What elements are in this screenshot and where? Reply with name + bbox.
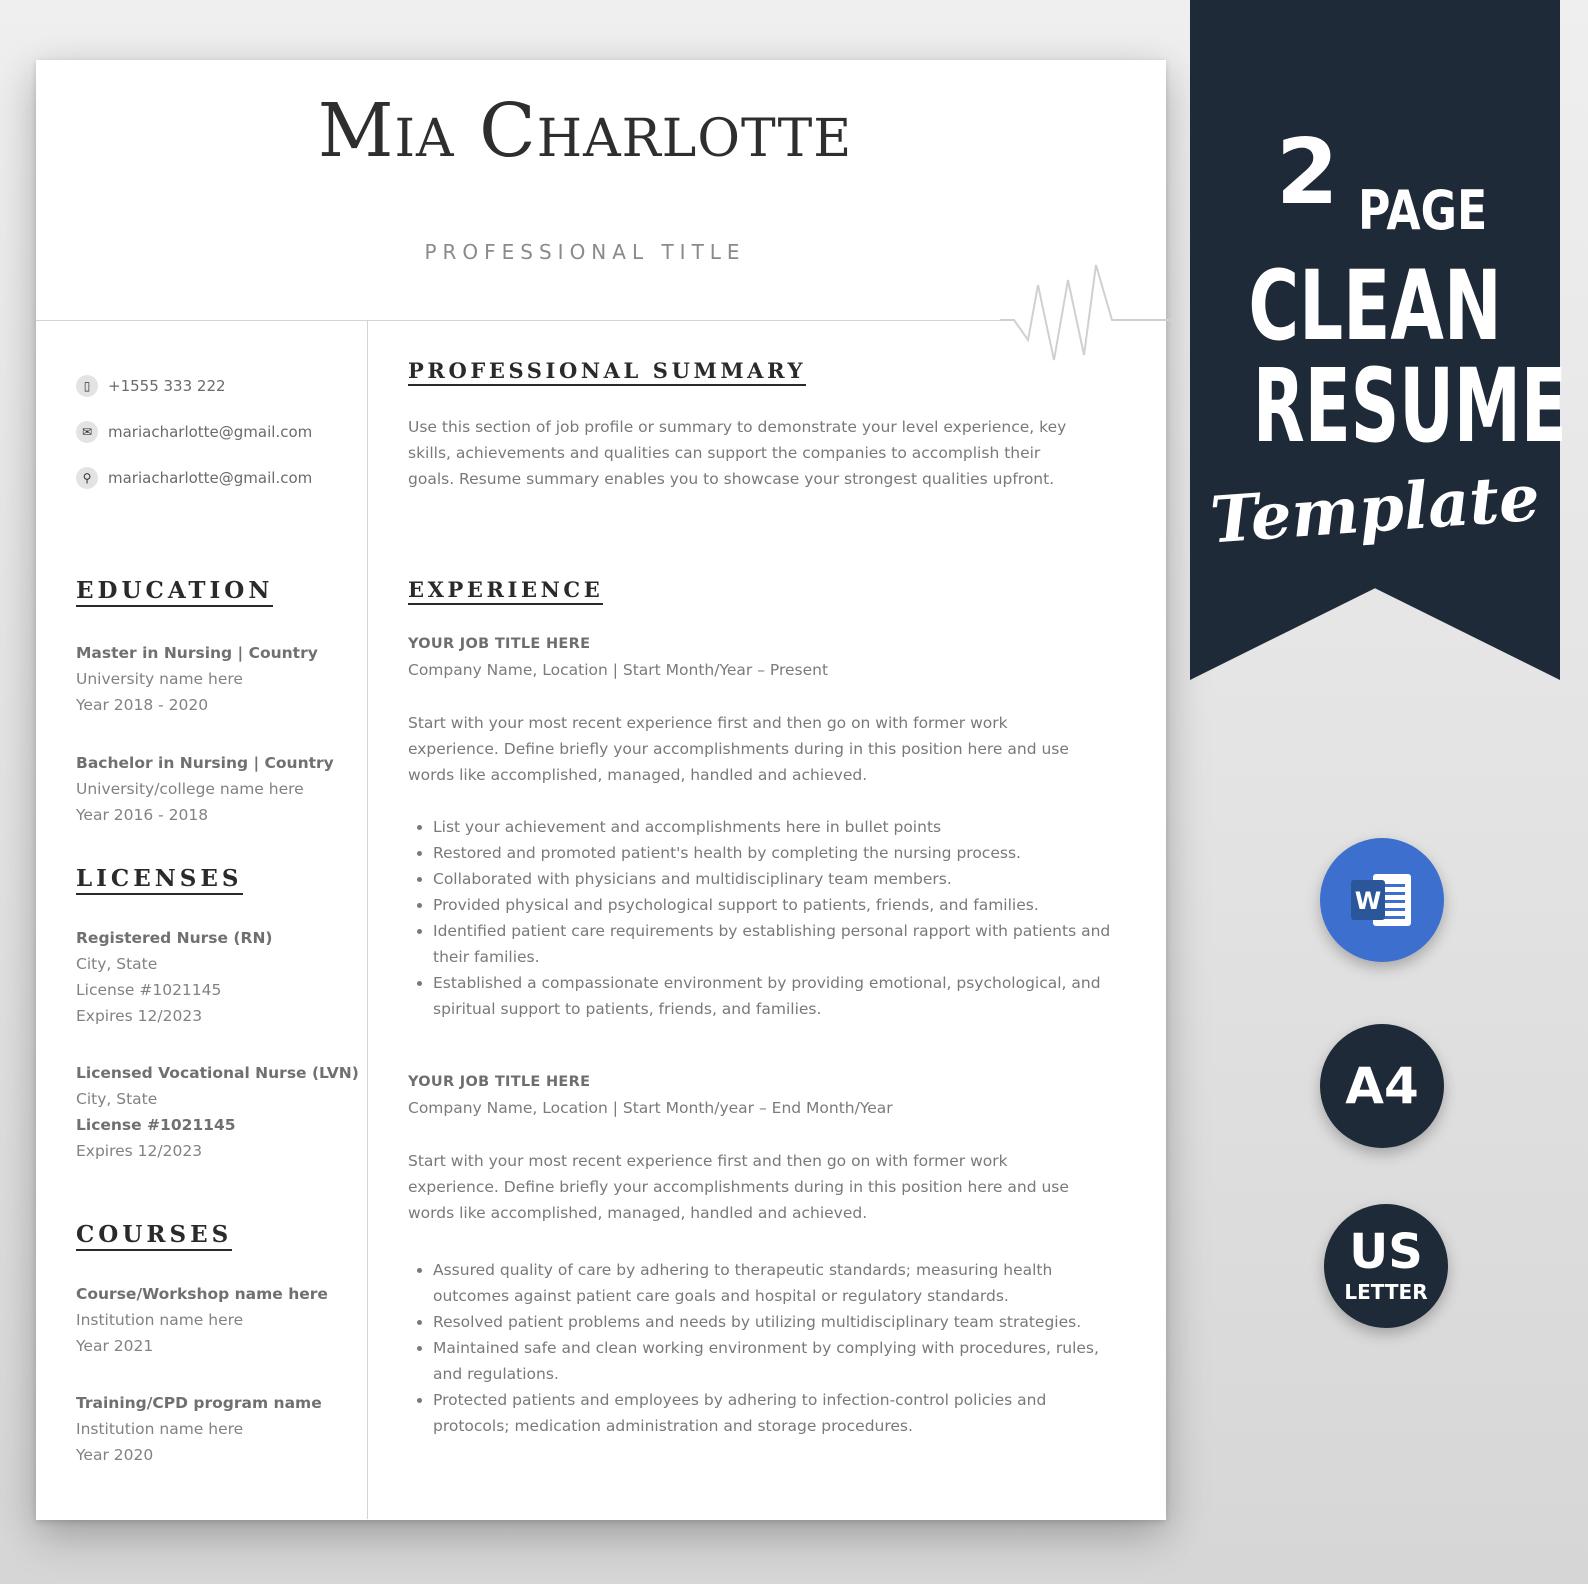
list-item: • Collaborated with physicians and multidisciplinary team members. [433,866,1113,892]
license-location: City, State [76,955,158,973]
contact-email-text: mariacharlotte@gmail.com [108,423,313,441]
contact-email [76,419,312,445]
license-expires: Expires 12/2023 [76,1007,203,1025]
education-item [76,750,356,828]
experience-heading: EXPERIENCE [408,578,603,605]
summary-text: Use this section of job profile or summary to demonstrate your level experience, key skills, achievements and qualities can support the companies to accomplish their goals. Resume summary enables you to showcase your strongest qualities upfront. [408,418,1067,488]
letter-label: LETTER [1344,1280,1428,1304]
education-school: University/college name here [76,780,304,798]
list-item: • Restored and promoted patient's health by completing the nursing process. [433,840,1113,866]
list-item: • Resolved patient problems and needs by utilizing multidisciplinary team strategies. [433,1309,1113,1335]
license-location: City, State [76,1090,158,1108]
contact-phone [76,373,226,399]
education-item [76,640,356,718]
job-bullets [408,814,1113,1022]
course-institution: Institution name here [76,1311,244,1329]
licenses-heading: LICENSES [76,866,243,895]
list-item: • Identified patient care requirements by establishing personal rapport with patients and their families. [433,918,1113,970]
word-format-badge [1320,838,1444,962]
education-degree: Bachelor in Nursing | Country [76,754,334,772]
course-institution: Institution name here [76,1420,244,1438]
email-icon: ✉ [76,421,98,443]
course-item [76,1281,356,1359]
course-item [76,1390,356,1468]
contact-location [76,465,312,491]
summary-heading: PROFESSIONAL SUMMARY [408,359,806,386]
ribbon-clean-label: CLEAN [1248,250,1502,362]
heartbeat-line-icon [1000,255,1172,375]
job-title: YOUR JOB TITLE HERE [408,636,591,652]
ribbon-resume-label: RESUME [1252,347,1567,466]
list-item: • List your achievement and accomplishments here in bullet points [433,814,1113,840]
header-divider [36,320,1008,321]
word-doc-icon [1347,868,1417,932]
license-number: License #1021145 [76,981,222,999]
license-item [76,925,356,1029]
us-letter-badge [1324,1204,1448,1328]
job-bullets [408,1257,1113,1439]
license-number: License #1021145 [76,1116,236,1134]
course-name: Training/CPD program name [76,1394,322,1412]
list-item: • Maintained safe and clean working environment by complying with procedures, rules, and regulations. [433,1335,1113,1387]
ribbon-template-label: Template [1207,460,1542,559]
license-expires: Expires 12/2023 [76,1142,203,1160]
word-letter: W [1354,887,1382,915]
column-divider [367,321,368,1519]
list-item: • Protected patients and employees by adhering to infection-control policies and protocols; medication administration and storage procedures. [433,1387,1113,1439]
job-meta: Company Name, Location | Start Month/year – End Month/Year [408,1099,893,1117]
job-title: YOUR JOB TITLE HERE [408,1074,591,1090]
location-pin-icon: ⚲ [76,467,98,489]
list-item: • Provided physical and psychological support to patients, friends, and families. [433,892,1113,918]
ribbon-number: 2 [1276,120,1339,225]
contact-location-text: mariacharlotte@gmail.com [108,469,313,487]
license-item [76,1060,359,1164]
course-year: Year 2020 [76,1446,154,1464]
contact-phone-text: +1555 333 222 [108,377,226,395]
job-meta: Company Name, Location | Start Month/Year – Present [408,661,829,679]
a4-badge: A4 [1320,1024,1444,1148]
courses-heading: COURSES [76,1222,232,1251]
license-title: Registered Nurse (RN) [76,929,273,947]
job-description: Start with your most recent experience first and then go on with former work experience. Define briefly your accomplishments during in this position here and use words like accomplished, managed, handled and achieved. [408,714,1069,784]
professional-title: PROFESSIONAL TITLE [424,240,746,264]
ribbon-page-label: PAGE [1358,179,1488,242]
education-degree: Master in Nursing | Country [76,644,318,662]
us-label: US [1349,1224,1423,1280]
resume-name: Mia Charlotte [317,88,853,174]
list-item: • Established a compassionate environment by providing emotional, psychological, and spiritual support to patients, friends, and families. [433,970,1113,1022]
education-years: Year 2018 - 2020 [76,696,209,714]
course-year: Year 2021 [76,1337,154,1355]
education-heading: EDUCATION [76,578,273,607]
education-years: Year 2016 - 2018 [76,806,209,824]
list-item: • Assured quality of care by adhering to therapeutic standards; measuring health outcomes against patient care goals and hospital or regulatory standards. [433,1257,1113,1309]
phone-icon: ▯ [76,375,98,397]
course-name: Course/Workshop name here [76,1285,328,1303]
license-title: Licensed Vocational Nurse (LVN) [76,1064,359,1082]
education-school: University name here [76,670,243,688]
job-description: Start with your most recent experience first and then go on with former work experience. Define briefly your accomplishments during in this position here and use words like accomplished, managed, handled and achieved. [408,1152,1069,1222]
